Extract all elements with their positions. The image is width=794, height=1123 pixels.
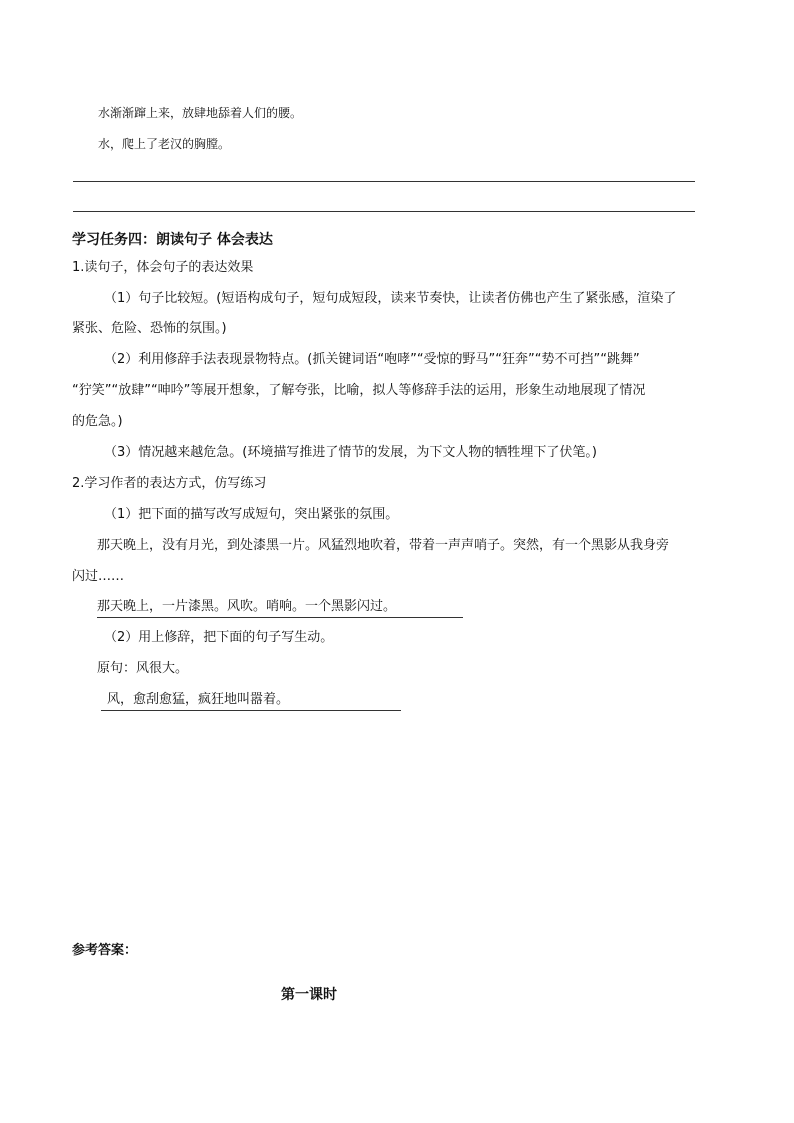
exercise-2-title: （2）用上修辞，把下面的句子写生动。 xyxy=(104,630,334,645)
question-2: 2.学习作者的表达方式，仿写练习 xyxy=(72,476,267,491)
quote-1: 水渐渐蹿上来，放肆地舔着人们的腰。 xyxy=(98,106,303,120)
point-2-line-1: （2）利用修辞手法表现景物特点。(抓关键词语“咆哮”“受惊的野马”“狂奔”“势不可挡”“跳舞” xyxy=(104,352,640,367)
point-1-line-2: 紧张、危险、恐怖的氛围。) xyxy=(72,321,227,336)
exercise-2-answer: 风，愈刮愈猛，疯狂地叫嚣着。 xyxy=(101,690,401,711)
point-2-line-2: “狞笑”“放肆”“呻吟”等展开想象，了解夸张，比喻，拟人等修辞手法的运用，形象生动地展现了情况 xyxy=(72,383,646,398)
exercise-1-title: （1）把下面的描写改写成短句，突出紧张的氛围。 xyxy=(104,507,399,522)
exercise-1-answer: 那天晚上，一片漆黑。风吹。哨响。一个黑影闪过。 xyxy=(97,597,463,618)
reference-answers-title: 参考答案： xyxy=(72,943,138,958)
point-1-line-1: （1）句子比较短。(短语构成句子，短句成短段，读来节奏快，让读者仿佛也产生了紧张感，渲染了 xyxy=(104,291,677,306)
exercise-2-source: 原句：风很大。 xyxy=(97,661,189,676)
lesson-title: 第一课时 xyxy=(281,987,337,1003)
point-3: （3）情况越来越危急。(环境描写推进了情节的发展，为下文人物的牺牲埋下了伏笔。) xyxy=(104,445,597,460)
quote-2: 水，爬上了老汉的胸膛。 xyxy=(98,137,231,151)
answer-line-2 xyxy=(73,211,695,212)
exercise-1-source-line-1: 那天晚上，没有月光，到处漆黑一片。风猛烈地吹着，带着一声声哨子。突然，有一个黑影从我身旁 xyxy=(97,538,670,553)
answer-line-1 xyxy=(73,181,695,182)
question-1: 1.读句子，体会句子的表达效果 xyxy=(72,260,254,275)
exercise-1-source-line-2: 闪过…… xyxy=(72,569,125,584)
point-2-line-3: 的危急。) xyxy=(72,414,123,429)
task4-heading: 学习任务四：朗读句子 体会表达 xyxy=(72,232,273,248)
